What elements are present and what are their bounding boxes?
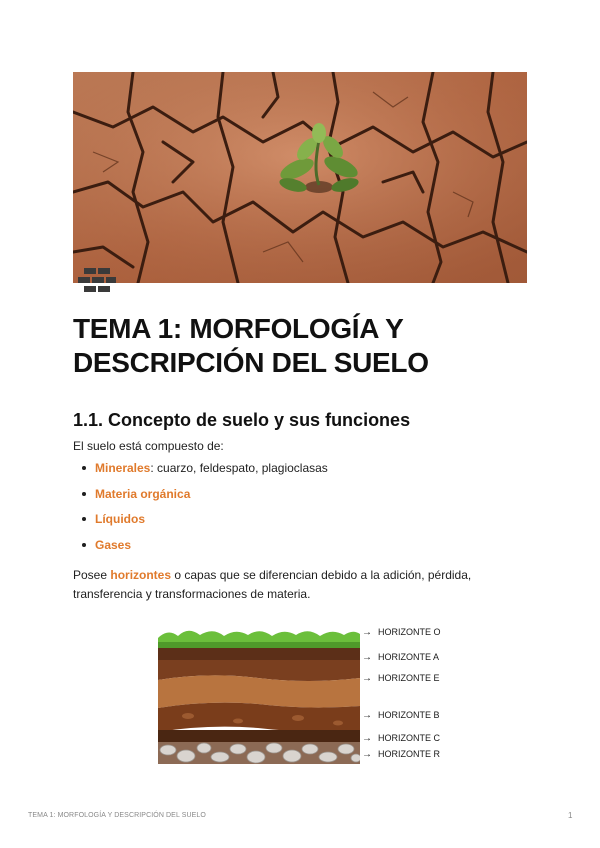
horizon-label <box>362 732 440 745</box>
horizon-labels <box>362 624 492 764</box>
horizon-label <box>362 709 440 722</box>
title-line-2: DESCRIPCIÓN DEL SUELO <box>73 347 429 378</box>
horizon-name: HORIZONTE E <box>378 673 440 683</box>
arrow-right-icon: → <box>362 749 372 760</box>
component-term: Líquidos <box>95 512 145 526</box>
section-heading: 1.1. Concepto de suelo y sus funciones <box>73 410 411 430</box>
component-term: Materia orgánica <box>95 486 191 501</box>
cracked-soil-banner-image <box>73 72 527 283</box>
list-item <box>73 486 533 512</box>
list-item <box>73 537 533 563</box>
horizon-label <box>362 626 441 639</box>
list-item <box>73 460 533 486</box>
brick-wall-icon <box>78 268 116 294</box>
horizon-name: HORIZONTE O <box>378 627 441 637</box>
arrow-right-icon: → <box>362 627 372 638</box>
horizon-name: HORIZONTE B <box>378 710 440 720</box>
page-title <box>73 312 533 380</box>
paragraph-text: o capas que se diferencian debido a la adición, pérdida, transferencia y transformaciones de materia. <box>73 568 472 601</box>
components-list <box>73 460 533 562</box>
page-number: 1 <box>568 811 573 820</box>
horizon-name: HORIZONTE A <box>378 652 440 662</box>
horizons-term: horizontes <box>110 568 172 582</box>
horizon-label <box>362 748 440 761</box>
horizon-label <box>362 651 439 664</box>
paragraph-text: Posee <box>73 568 111 582</box>
title-line-1: TEMA 1: MORFOLOGÍA Y <box>73 313 404 344</box>
horizon-name: HORIZONTE C <box>378 733 440 743</box>
arrow-right-icon: → <box>362 710 372 721</box>
component-term: Minerales <box>95 461 151 475</box>
footer-title: TEMA 1: MORFOLOGÍA Y DESCRIPCIÓN DEL SUELO <box>28 812 206 819</box>
list-item <box>73 511 533 537</box>
intro-text: El suelo está compuesto de: <box>73 439 224 453</box>
component-term: Gases <box>95 537 132 552</box>
arrow-right-icon: → <box>362 733 372 744</box>
horizon-name: HORIZONTE R <box>378 749 440 759</box>
component-detail: : cuarzo, feldespato, plagioclasas <box>150 461 328 475</box>
arrow-right-icon: → <box>362 673 372 684</box>
horizon-label <box>362 672 440 685</box>
soil-profile-illustration <box>158 626 360 764</box>
arrow-right-icon: → <box>362 652 372 663</box>
horizons-paragraph <box>73 566 543 604</box>
